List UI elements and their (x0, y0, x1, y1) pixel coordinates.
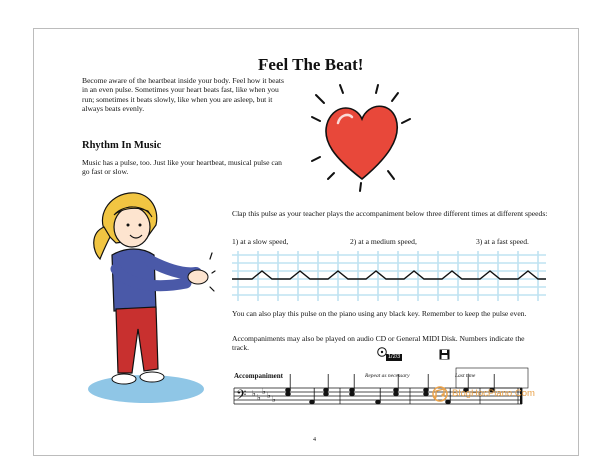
repeat-label: Repeat as necessary (365, 373, 410, 379)
intro-paragraph: Become aware of the heartbeat inside your body. Feel how it beats in an even pulse. Sometimes your heart beats fast, like when you run; sometimes it beats slowly, like when you are asleep, but it always beats evenly. (82, 76, 284, 113)
clap-instructions: Clap this pulse as your teacher plays the accompaniment below three different times at different speeds: (232, 209, 548, 218)
svg-text:♭: ♭ (272, 395, 276, 404)
heart-illustration (306, 79, 426, 209)
watermark-text: BlogHocPiano.Com (452, 388, 535, 399)
svg-text:♭: ♭ (257, 393, 261, 402)
track-number: 1/2/3 (388, 354, 401, 360)
rhythm-heading: Rhythm In Music (82, 140, 162, 151)
svg-text:𝄢: 𝄢 (236, 387, 247, 406)
page-title: Feel The Beat! (258, 55, 364, 74)
svg-text:♭: ♭ (252, 389, 256, 398)
speed-slow: 1) at a slow speed, (232, 237, 289, 246)
girl-clapping-illustration (86, 189, 216, 404)
svg-text:♭: ♭ (267, 391, 271, 400)
rhythm-paragraph: Music has a pulse, too. Just like your heartbeat, musical pulse can go fast or slow. (82, 158, 282, 177)
speed-fast: 3) at a fast speed. (476, 237, 529, 246)
accompaniment-paragraph: Accompaniments may also be played on audio CD or General MIDI Disk. Numbers indicate the track. (232, 334, 525, 353)
accompaniment-label: Accompaniment (234, 372, 283, 380)
piano-logo-icon (430, 386, 450, 402)
last-time-label: Last time (455, 373, 476, 379)
accompaniment-staff (230, 344, 530, 419)
pulse-grid (232, 251, 546, 301)
svg-text:♭: ♭ (262, 387, 266, 396)
black-key-paragraph: You can also play this pulse on the piano using any black key. Remember to keep the pulse even. (232, 309, 527, 318)
speed-medium: 2) at a medium speed, (350, 237, 417, 246)
page-number: 4 (313, 437, 316, 443)
